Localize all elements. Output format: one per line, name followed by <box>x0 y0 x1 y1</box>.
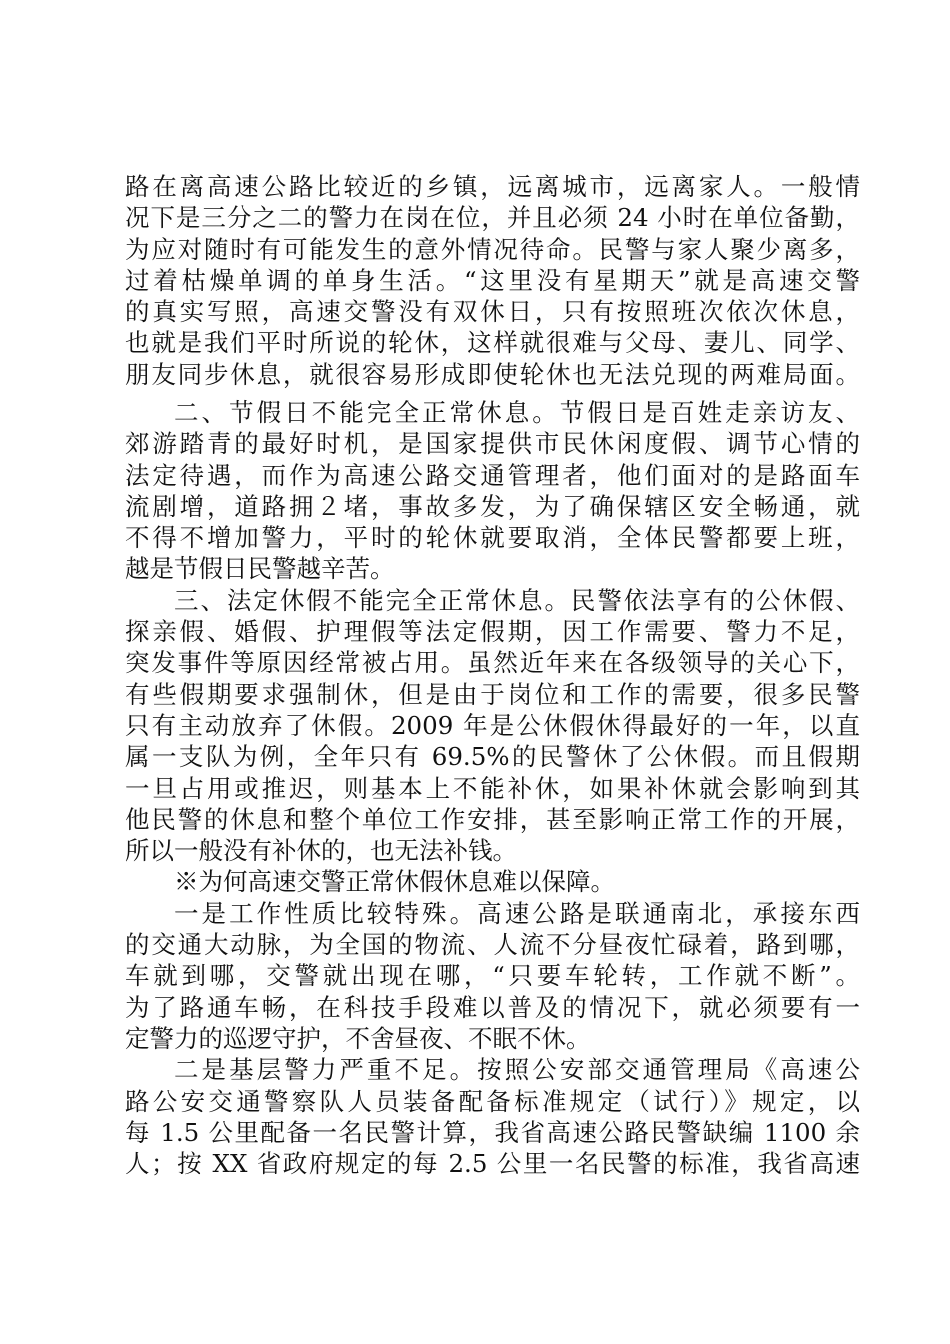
paragraph-statutory-leave-first-line: 三、法定休假不能完全正常休息。民警依法享有的公休假、 <box>174 585 860 615</box>
text-line: 路公安交通警察队人员装备配备标准规定（试行）》规定，以 <box>125 1086 860 1116</box>
text-line: 流剧增，道路拥２堵，事故多发，为了确保辖区安全畅通，就 <box>125 491 860 521</box>
body-paragraphs <box>125 397 860 1179</box>
text-line: 不得不增加警力，平时的轮休就要取消，全体民警都要上班， <box>125 523 860 553</box>
text-line: 的真实写照，高速交警没有双休日，只有按照班次依次休息， <box>125 297 860 327</box>
text-line: 车就到哪，交警就出现在哪，“只要车轮转，工作就不断”。 <box>125 961 860 991</box>
text-line: 探亲假、婚假、护理假等法定假期，因工作需要、警力不足， <box>125 617 860 647</box>
paragraph-staffing-first-line: 二是基层警力严重不足。按照公安部交通管理局《高速公 <box>174 1055 860 1085</box>
text-line: 定警力的巡逻守护，不舍昼夜、不眠不休。 <box>125 1023 591 1053</box>
text-line: 路在离高速公路比较近的乡镇，远离城市，远离家人。一般情 <box>125 172 860 201</box>
paragraph-work-nature-first-line: 一是工作性质比较特殊。高速公路是联通南北，承接东西 <box>174 898 860 928</box>
text-line: 越是节假日民警越辛苦。 <box>125 554 395 584</box>
text-line: 他民警的休息和整个单位工作安排，甚至影响正常工作的开展， <box>125 804 860 834</box>
text-line: 过着枯燥单调的单身生活。“这里没有星期天”就是高速交警 <box>125 265 860 295</box>
text-line: 的交通大动脉，为全国的物流、人流不分昼夜忙碌着，路到哪， <box>125 930 860 960</box>
text-line: 属一支队为例，全年只有 69.5%的民警休了公休假。而且假期 <box>125 742 860 772</box>
text-line: 所以一般没有补休的，也无法补钱。 <box>125 836 517 866</box>
text-line: 有些假期要求强制休，但是由于岗位和工作的需要，很多民警 <box>125 679 860 709</box>
section-heading-why: ※为何高速交警正常休假休息难以保障。 <box>174 867 615 897</box>
text-line: 只有主动放弃了休假。2009 年是公休假休得最好的一年，以直 <box>125 710 860 740</box>
paragraph-holiday-first-line: 二、节假日不能完全正常休息。节假日是百姓走亲访友、 <box>174 398 860 427</box>
text-line: 每 1.5 公里配备一名民警计算，我省高速公路民警缺编 1100 余 <box>125 1117 860 1147</box>
text-line: 为了路通车畅，在科技手段难以普及的情况下，就必须要有一 <box>125 992 860 1022</box>
text-line: 况下是三分之二的警力在岗在位，并且必须 24 小时在单位备勤， <box>125 203 860 233</box>
text-line: 也就是我们平时所说的轮休，这样就很难与父母、妻儿、同学、 <box>125 328 860 358</box>
text-line: 为应对随时有可能发生的意外情况待命。民警与家人聚少离多， <box>125 234 860 264</box>
text-line: 郊游踏青的最好时机，是国家提供市民休闲度假、调节心情的 <box>125 429 860 459</box>
text-line: 人；按 XX 省政府规定的每 2.5 公里一名民警的标准，我省高速 <box>125 1149 860 1179</box>
text-line: 一旦占用或推迟，则基本上不能补休，如果补休就会影响到其 <box>125 773 860 803</box>
text-line: 朋友同步休息，就很容易形成即使轮休也无法兑现的两难局面。 <box>125 359 860 389</box>
text-line: 突发事件等原因经常被占用。虽然近年来在各级领导的关心下， <box>125 648 860 678</box>
text-line: 法定待遇，而作为高速公路交通管理者，他们面对的是路面车 <box>125 460 860 490</box>
paragraph-continued-weekend-rest <box>125 171 860 390</box>
